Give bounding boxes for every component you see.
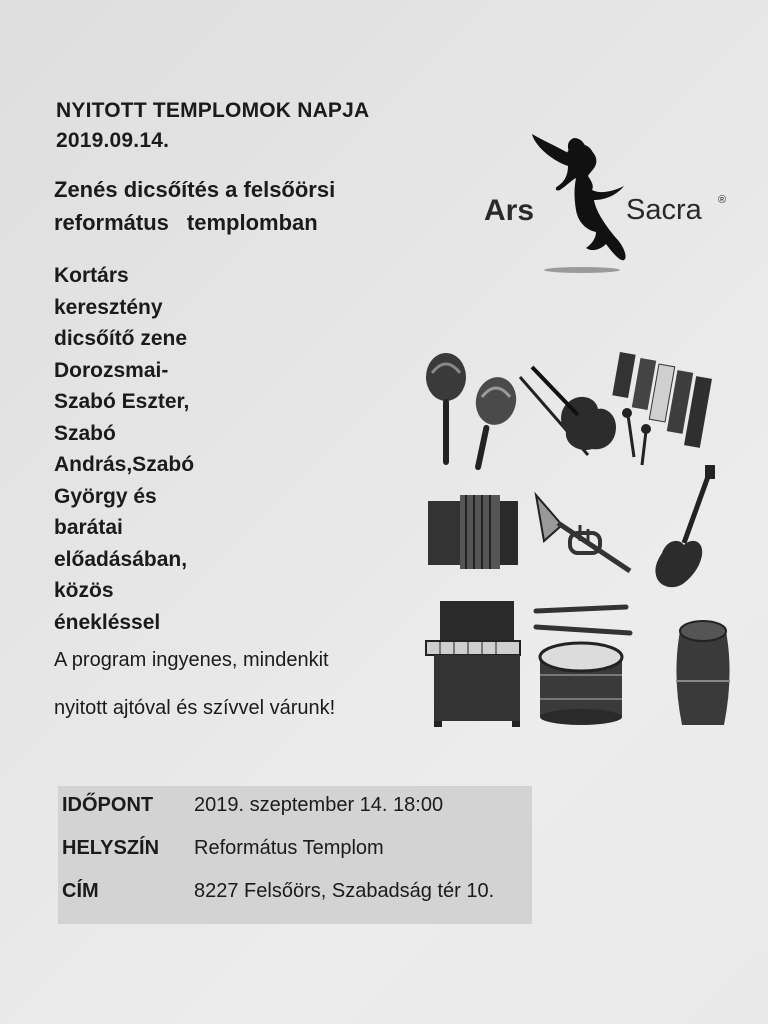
- logo-registered-mark: ®: [718, 194, 727, 206]
- instruments-illustration: [420, 345, 740, 740]
- description-line: dicsőítő zene: [54, 327, 188, 350]
- accordion-icon: [428, 495, 518, 569]
- xylophone-icon: [612, 352, 712, 465]
- description-line: György és: [54, 484, 157, 508]
- program-note: [54, 650, 335, 718]
- conga-icon: [676, 621, 730, 725]
- poster-title: [56, 96, 369, 156]
- logo-ars: Ars: [484, 194, 535, 227]
- info-label: IDŐPONT: [62, 794, 154, 816]
- description-line: Kortárs: [54, 264, 129, 287]
- info-label: HELYSZÍN: [62, 837, 160, 859]
- subtitle-word-reformatus: református: [54, 210, 169, 235]
- info-row-time: [58, 794, 532, 820]
- subtitle-word-templomban: templomban: [186, 210, 318, 235]
- program-line-1: A program ingyenes, mindenkit: [54, 649, 329, 671]
- info-value: 2019. szeptember 14. 18:00: [194, 794, 444, 816]
- info-label: CÍM: [62, 880, 99, 902]
- title-line-1: NYITOTT TEMPLOMOK NAPJA: [56, 99, 370, 122]
- description-line: Szabó Eszter,: [54, 390, 190, 413]
- description-line: Szabó: [54, 421, 116, 445]
- program-line-2: nyitott ajtóval és szívvel várunk!: [54, 697, 336, 719]
- subtitle-line-1: Zenés dicsőítés a felsőörsi: [54, 177, 336, 202]
- maracas-icon: [426, 353, 521, 471]
- description-line: Dorozsmai-: [54, 358, 169, 382]
- info-row-address: [58, 880, 532, 906]
- guitar-icon: [655, 465, 715, 587]
- description-line: barátai: [54, 516, 123, 539]
- description-line: közös: [54, 579, 114, 602]
- ars-sacra-logo: [484, 130, 734, 280]
- info-value: Református Templom: [194, 837, 384, 859]
- piano-icon: [426, 601, 520, 727]
- event-description: [54, 260, 274, 638]
- description-line: előadásában,: [54, 547, 188, 571]
- trumpet-icon: [536, 495, 630, 571]
- info-value: 8227 Felsőörs, Szabadság tér 10.: [194, 880, 495, 902]
- drum-icon: [540, 643, 622, 725]
- violin-icon: [520, 367, 616, 455]
- event-info-box: [58, 786, 532, 924]
- title-date: 2019.09.14.: [56, 129, 170, 152]
- info-row-location: [58, 837, 532, 863]
- logo-sacra: Sacra: [626, 194, 702, 226]
- event-subtitle: [54, 173, 335, 239]
- angel-icon: [520, 130, 630, 280]
- description-line: keresztény: [54, 295, 163, 319]
- drumsticks-icon: [536, 607, 630, 633]
- description-line: énekléssel: [54, 610, 161, 634]
- description-line: András,Szabó: [54, 453, 195, 476]
- subtitle-line-2: [54, 206, 335, 239]
